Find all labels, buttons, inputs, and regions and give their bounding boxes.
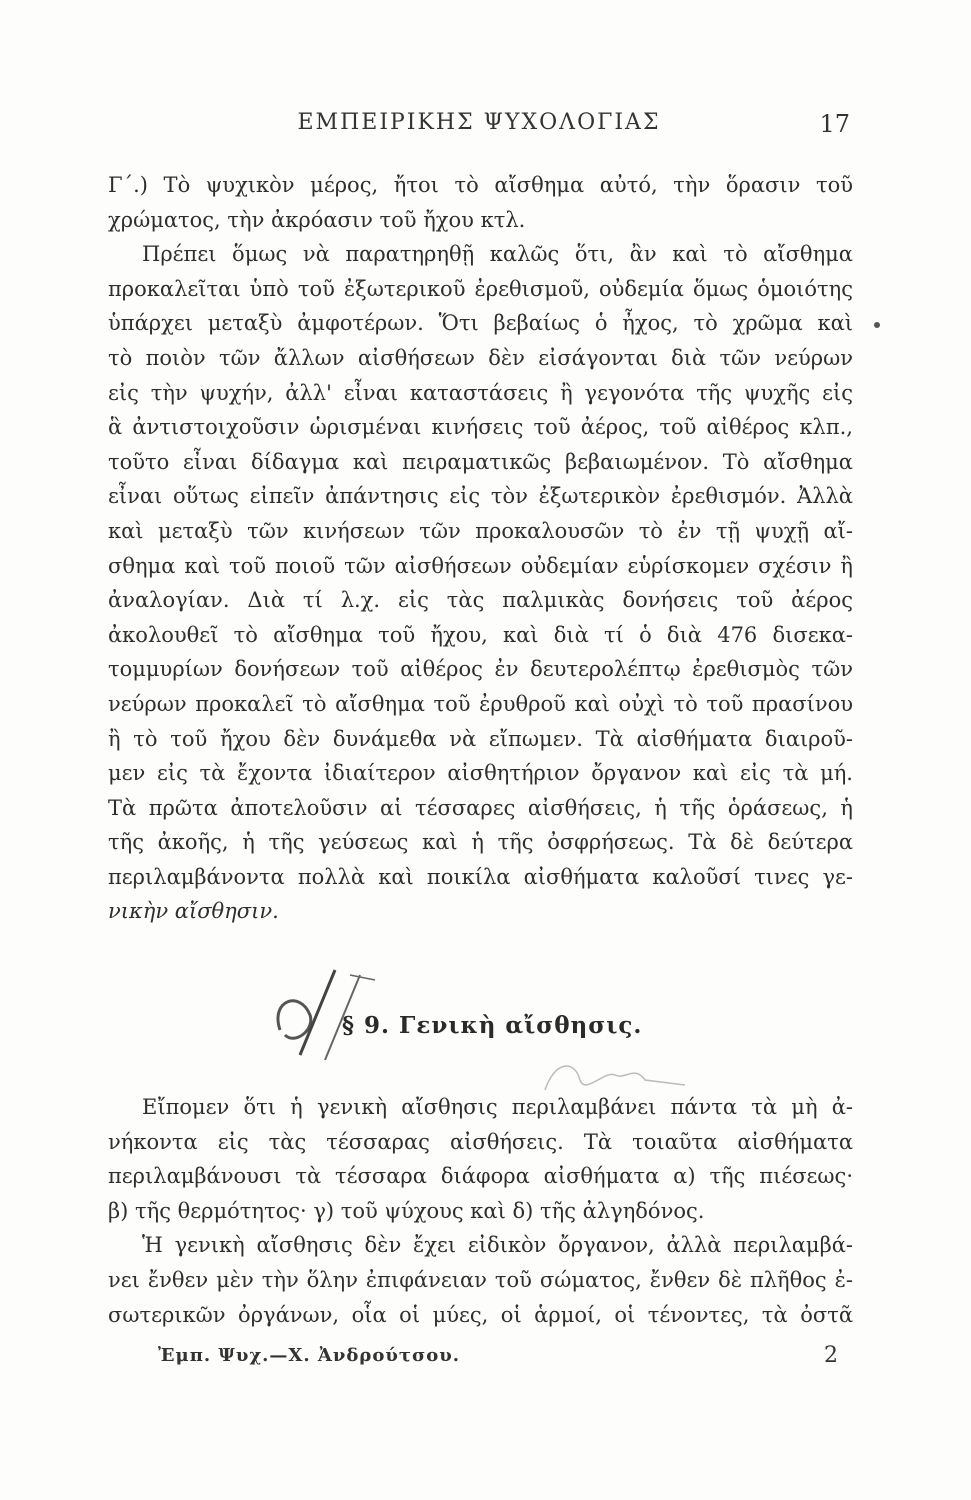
text-line: χρώματος, τὴν ἀκρόασιν τοῦ ἤχου κτλ. — [108, 207, 526, 232]
text-line: ὑπάρχει μεταξὺ ἀμφοτέρων. Ὅτι βεβαίως ὁ ἦχος, τὸ χρῶμα καὶ — [108, 311, 853, 336]
text-line: Εἴπομεν ὅτι ἡ γενικὴ αἴσθησις περιλαμβάνει πάντα τὰ μὴ ἀ- — [142, 1095, 853, 1119]
page-header — [108, 110, 850, 150]
text-line: Ἡ γενικὴ αἴσθησις δὲν ἔχει εἰδικὸν ὄργανον, ἀλλὰ περιλαμβά- — [142, 1233, 853, 1258]
text-line: μεν εἰς τὰ ἔχοντα ἰδιαίτερον αἰσθητήριον ὄργανον καὶ εἰς τὰ μή. — [108, 761, 853, 786]
page-footer — [158, 1345, 838, 1375]
text-line: εἰς τὴν ψυχήν, ἀλλ' εἶναι καταστάσεις ἢ γεγονότα τῆς ψυχῆς εἰς — [108, 380, 853, 405]
printer-signature: Ἐμπ. Ψυχ.—Χ. Ἀνδρούτσου. — [158, 1345, 460, 1366]
text-line: νικὴν αἴσθησιν. — [108, 899, 279, 924]
text-line: νήκοντα εἰς τὰς τέσσαρας αἰσθήσεις. Τὰ τοιαῦτα αἰσθήματα — [108, 1129, 853, 1154]
text-line: νει ἔνθεν μὲν τὴν ὅλην ἐπιφάνειαν τοῦ σώματος, ἔνθεν δὲ πλῆθος ἐ- — [108, 1267, 853, 1292]
section-heading: § 9. Γενικὴ αἴσθησις. — [342, 1012, 643, 1039]
text-line: περιλαμβάνουσι τὰ τέσσαρα διάφορα αἰσθήματα α) τῆς πιέσεως· — [108, 1164, 853, 1189]
text-line: σθημα καὶ τοῦ ποιοῦ τῶν αἰσθήσεων οὐδεμίαν εὑρίσκομεν σχέσιν ἢ — [108, 553, 853, 578]
text-line: ἀκολουθεῖ τὸ αἴσθημα τοῦ ἤχου, καὶ διὰ τί ὁ διὰ 476 δισεκα- — [108, 622, 853, 647]
running-head: ΕΜΠΕΙΡΙΚΗΣ ΨΥΧΟΛΟΓΙΑΣ — [297, 110, 661, 135]
margin-mark — [874, 322, 880, 328]
text-line: τῆς ἀκοῆς, ἡ τῆς γεύσεως καὶ ἡ τῆς ὀσφρήσεως. Τὰ δὲ δεύτερα — [108, 830, 853, 855]
text-line: τοῦτο εἶναι δίδαγμα καὶ πειραματικῶς βεβαιωμένον. Τὸ αἴσθημα — [108, 449, 853, 474]
text-line: περιλαμβάνοντα πολλὰ καὶ ποικίλα αἰσθήματα καλοῦσί τινες γε- — [108, 864, 853, 889]
text-line: Πρέπει ὅμως νὰ παρατηρηθῇ καλῶς ὅτι, ἂν καὶ τὸ αἴσθημα — [142, 242, 853, 267]
text-line: τομμυρίων δονήσεων τοῦ αἰθέρος ἐν δευτερολέπτῳ ἐρεθισμὸς τῶν — [108, 657, 853, 682]
body-text-part-1 — [108, 168, 853, 929]
text-line: ἢ τὸ τοῦ ἤχου δὲν δυνάμεθα νὰ εἴπωμεν. Τὰ αἰσθήματα διαιροῦ- — [108, 726, 853, 751]
text-line: β) τῆς θερμότητος· γ) τοῦ ψύχους καὶ δ) τῆς ἀλγηδόνος. — [108, 1198, 705, 1223]
text-line: προκαλεῖται ὑπὸ τοῦ ἐξωτερικοῦ ἐρεθισμοῦ, οὐδεμία ὅμως ὁμοιότης — [108, 276, 853, 301]
text-line: Γ΄.) Τὸ ψυχικὸν μέρος, ἤτοι τὸ αἴσθημα αὐτό, τὴν ὅρασιν τοῦ — [108, 173, 853, 197]
text-line: νεύρων προκαλεῖ τὸ αἴσθημα τοῦ ἐρυθροῦ καὶ οὐχὶ τὸ τοῦ πρασίνου — [108, 691, 853, 716]
text-line: ἃ ἀντιστοιχοῦσιν ὡρισμέναι κινήσεις τοῦ ἀέρος, τοῦ αἰθέρος κλπ., — [108, 415, 853, 440]
text-line: εἶναι οὕτως εἰπεῖν ἀπάντησις εἰς τὸν ἐξωτερικὸν ἐρεθισμόν. Ἀλλὰ — [108, 484, 853, 509]
text-line: καὶ μεταξὺ τῶν κινήσεων τῶν προκαλουσῶν τὸ ἐν τῇ ψυχῇ αἴ- — [108, 518, 853, 543]
text-line: ἀναλογίαν. Διὰ τί λ.χ. εἰς τὰς παλμικὰς δονήσεις τοῦ ἀέρος — [108, 588, 853, 613]
page-number: 17 — [819, 110, 850, 138]
text-line: Τὰ πρῶτα ἀποτελοῦσιν αἱ τέσσαρες αἰσθήσεις, ἡ τῆς ὁράσεως, ἡ — [108, 795, 853, 820]
body-text-part-2 — [108, 1090, 853, 1332]
text-line: σωτερικῶν ὀργάνων, οἷα οἱ μύες, οἱ ἁρμοί, οἱ τένοντες, τὰ ὀστᾶ — [108, 1302, 853, 1327]
signature-mark: 2 — [824, 1343, 838, 1368]
text-line: τὸ ποιὸν τῶν ἄλλων αἰσθήσεων δὲν εἰσάγονται διὰ τῶν νεύρων — [108, 345, 853, 370]
